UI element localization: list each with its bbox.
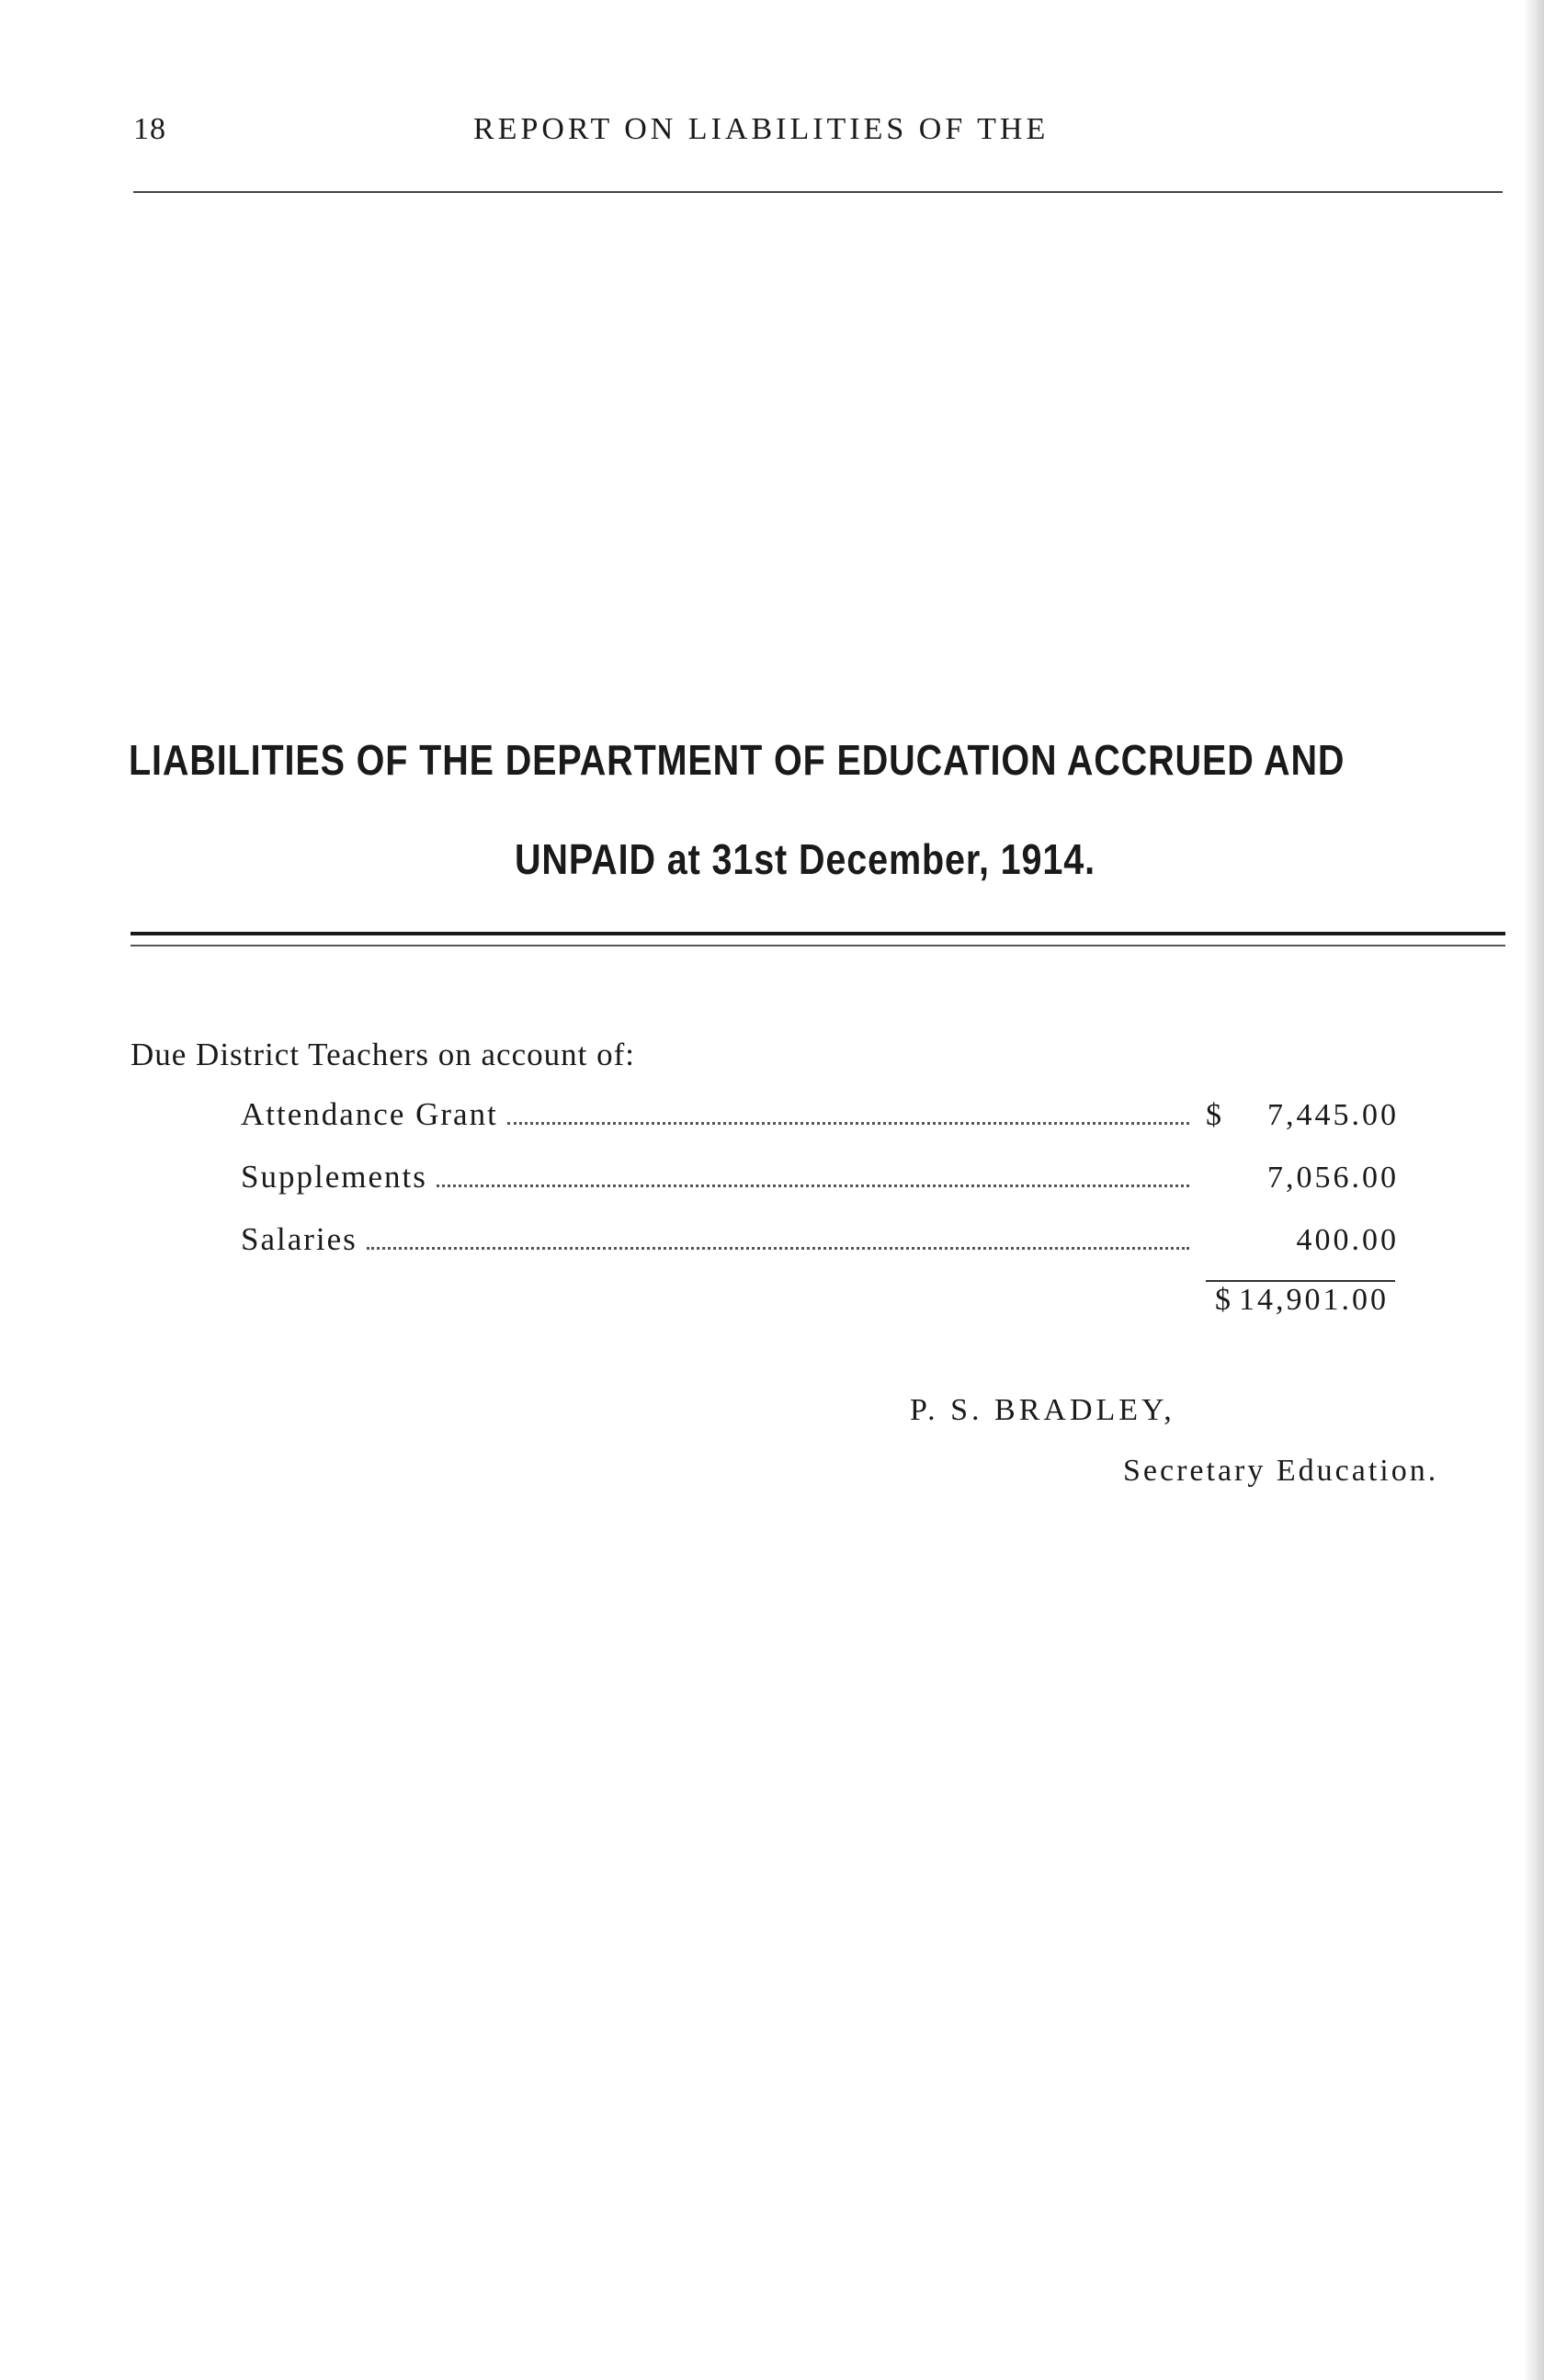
- list-item: [241, 1221, 1399, 1284]
- liabilities-list: [241, 1096, 1399, 1284]
- list-item: [241, 1096, 1399, 1159]
- currency-symbol: $: [1215, 1283, 1233, 1317]
- total-amount: 14,901.00: [1239, 1283, 1389, 1317]
- document-subtitle: UNPAID at 31st December, 1914.: [515, 835, 1096, 883]
- running-header: [133, 112, 1172, 158]
- item-label: Supplements: [241, 1159, 427, 1195]
- statement-total: [1215, 1283, 1399, 1318]
- item-amount: 7,056.00: [1267, 1161, 1399, 1195]
- currency-symbol: $: [1206, 1098, 1221, 1132]
- header-rule: [133, 191, 1503, 193]
- dot-leader: [367, 1246, 1189, 1250]
- item-amount: 7,445.00: [1267, 1098, 1399, 1132]
- page-number: 18: [133, 112, 166, 146]
- document-title: LIABILITIES OF THE DEPARTMENT OF EDUCATION ACCRUED AND: [129, 736, 1345, 784]
- signatory-title: Secretary Education.: [1123, 1454, 1439, 1488]
- list-item: [241, 1159, 1399, 1221]
- total-rule: [1206, 1280, 1395, 1282]
- title-rule-thick: [131, 932, 1505, 935]
- item-label: Salaries: [241, 1221, 358, 1257]
- item-amount: 400.00: [1296, 1223, 1399, 1257]
- statement-intro: Due District Teachers on account of:: [131, 1037, 635, 1072]
- item-label: Attendance Grant: [241, 1096, 498, 1132]
- running-title: REPORT ON LIABILITIES OF THE: [473, 112, 1050, 146]
- dot-leader: [507, 1121, 1189, 1125]
- title-rule-thin: [131, 945, 1505, 946]
- dot-leader: [437, 1184, 1189, 1187]
- page-edge-shadow: [1524, 0, 1544, 2380]
- signatory-name: P. S. BRADLEY,: [910, 1393, 1175, 1427]
